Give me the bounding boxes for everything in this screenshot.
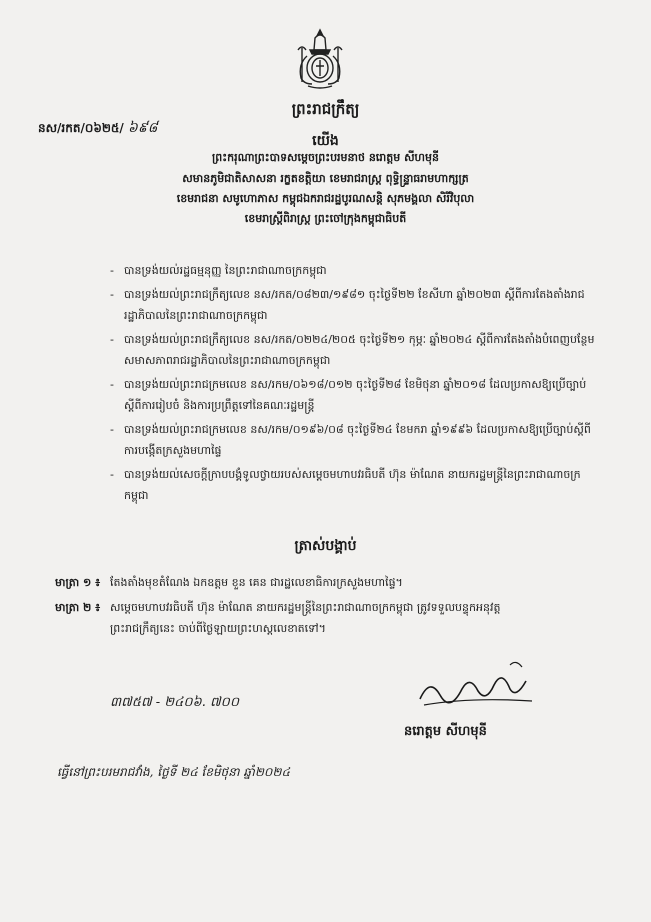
king-title-line: ខេមរាស្ត្រីពិរាស្ត្រ ព្រះចៅក្រុងកម្ពុជាធិបតី	[244, 212, 407, 225]
document-title: ព្រះរាជក្រឹត្យ	[291, 100, 360, 118]
recital-item: - បានទ្រង់យល់ព្រះរាជក្រមលេខ នស/រកម/០៦១៨/០១២ ចុះថ្ងៃទី២៨ ខែមិថុនា ឆ្នាំ២០១៨ ដែលប្រកាសឱ្យប្រើច្បាប់ស្តីពីការរៀបចំ និងការប្រព្រឹត្តទៅនៃគណៈរដ្ឋមន្ត្រី	[110, 374, 600, 416]
king-title-line: ខេមរាជនា សមូហោភាស កម្ពុជឯករាជរដ្ឋបូរណសន្តិ សុភមង្គលា សិរីវិបុលា	[176, 192, 475, 205]
recital-item: - បានទ្រង់យល់ព្រះរាជក្រឹត្យលេខ នស/រកត/០៨២៣/១៩៨១ ចុះថ្ងៃទី២២ ខែសីហា ឆ្នាំ២០២៣ ស្តីពីការតែងតាំងរាជរដ្ឋាភិបាលនៃព្រះរាជាណាចក្រកម្ពុជា	[110, 284, 600, 326]
signatory-name: នរោត្តម សីហមុនី	[404, 724, 487, 739]
decree-number-handwritten: ៦៩៨	[127, 120, 158, 136]
place-date-line: ធ្វើនៅព្រះបរមរាជវាំង, ថ្ងៃទី ២៤ ខែមិថុនា ឆ្នាំ២០២៤	[57, 765, 290, 779]
document-subtitle: យើង	[312, 133, 339, 149]
article-label: មាត្រា ១ ៖	[55, 576, 101, 589]
king-title-line: សមានភូមិជាតិសាសនា រក្ខតខត្តិយា ខេមរាជរាស្ត្រ ពុទ្ធិន្ទ្រាធរាមហាក្សត្រ	[182, 172, 469, 185]
section-title: ត្រាស់បង្គាប់	[294, 538, 357, 554]
decree-number-prefix: នស/រកត/០៦២៥/	[38, 121, 124, 135]
recital-item: - បានទ្រង់យល់សេចក្តីក្រាបបង្គំទូលថ្វាយរបស់សម្តេចមហាបវរធិបតី ហ៊ុន ម៉ាណែត នាយករដ្ឋមន្ត្រីនៃព្រះរាជាណាចក្រកម្ពុជា	[110, 464, 600, 506]
article-1	[55, 572, 615, 593]
recital-item: - បានទ្រង់យល់ព្រះរាជក្រមលេខ នស/រកម/០១៩៦/០៨ ចុះថ្ងៃទី២៤ ខែមករា ឆ្នាំ១៩៩៦ ដែលប្រកាសឱ្យប្រើច្បាប់ស្តីពីការបង្កើតក្រសួងមហាផ្ទៃ	[110, 419, 600, 461]
recital-item: - បានទ្រង់យល់រដ្ឋធម្មនុញ្ញ នៃព្រះរាជាណាចក្រកម្ពុជា	[110, 260, 600, 281]
article-text: តែងតាំងមុខតំណែង ឯកឧត្តម ខួន គេន ជារដ្ឋលេខាធិការក្រសួងមហាផ្ទៃ។	[110, 576, 403, 589]
article-label: មាត្រា ២ ៖	[55, 601, 101, 614]
king-line: ព្រះករុណាព្រះបាទសម្តេចព្រះបរមនាថ នរោត្តម សីហមុនី	[212, 151, 439, 164]
royal-coat-of-arms	[288, 26, 352, 90]
reference-number: ៣៧៥៧ - ២៤០៦. ៧០០	[110, 695, 240, 710]
article-2	[55, 597, 615, 639]
article-text: សម្តេចមហាបវរធិបតី ហ៊ុន ម៉ាណែត នាយករដ្ឋមន្ត្រីនៃព្រះរាជាណាចក្រកម្ពុជា ត្រូវទទួលបន្ទុកអនុវត្ត	[110, 601, 501, 614]
article-text-continued: ព្រះរាជក្រឹត្យនេះ ចាប់ពីថ្ងៃឡាយព្រះហស្តលេខាតទៅ។	[110, 622, 326, 635]
recitals-list	[110, 260, 600, 509]
royal-signature	[410, 655, 550, 715]
recital-item: - បានទ្រង់យល់ព្រះរាជក្រឹត្យលេខ នស/រកត/០២២៤/២០៥ ចុះថ្ងៃទី២១ កុម្ភៈ ឆ្នាំ២០២៤ ស្តីពីការតែងតាំងបំពេញបន្ថែមសមាសភាពរាជរដ្ឋាភិបាលនៃព្រះរាជាណាចក្រកម្ពុជា	[110, 329, 600, 371]
